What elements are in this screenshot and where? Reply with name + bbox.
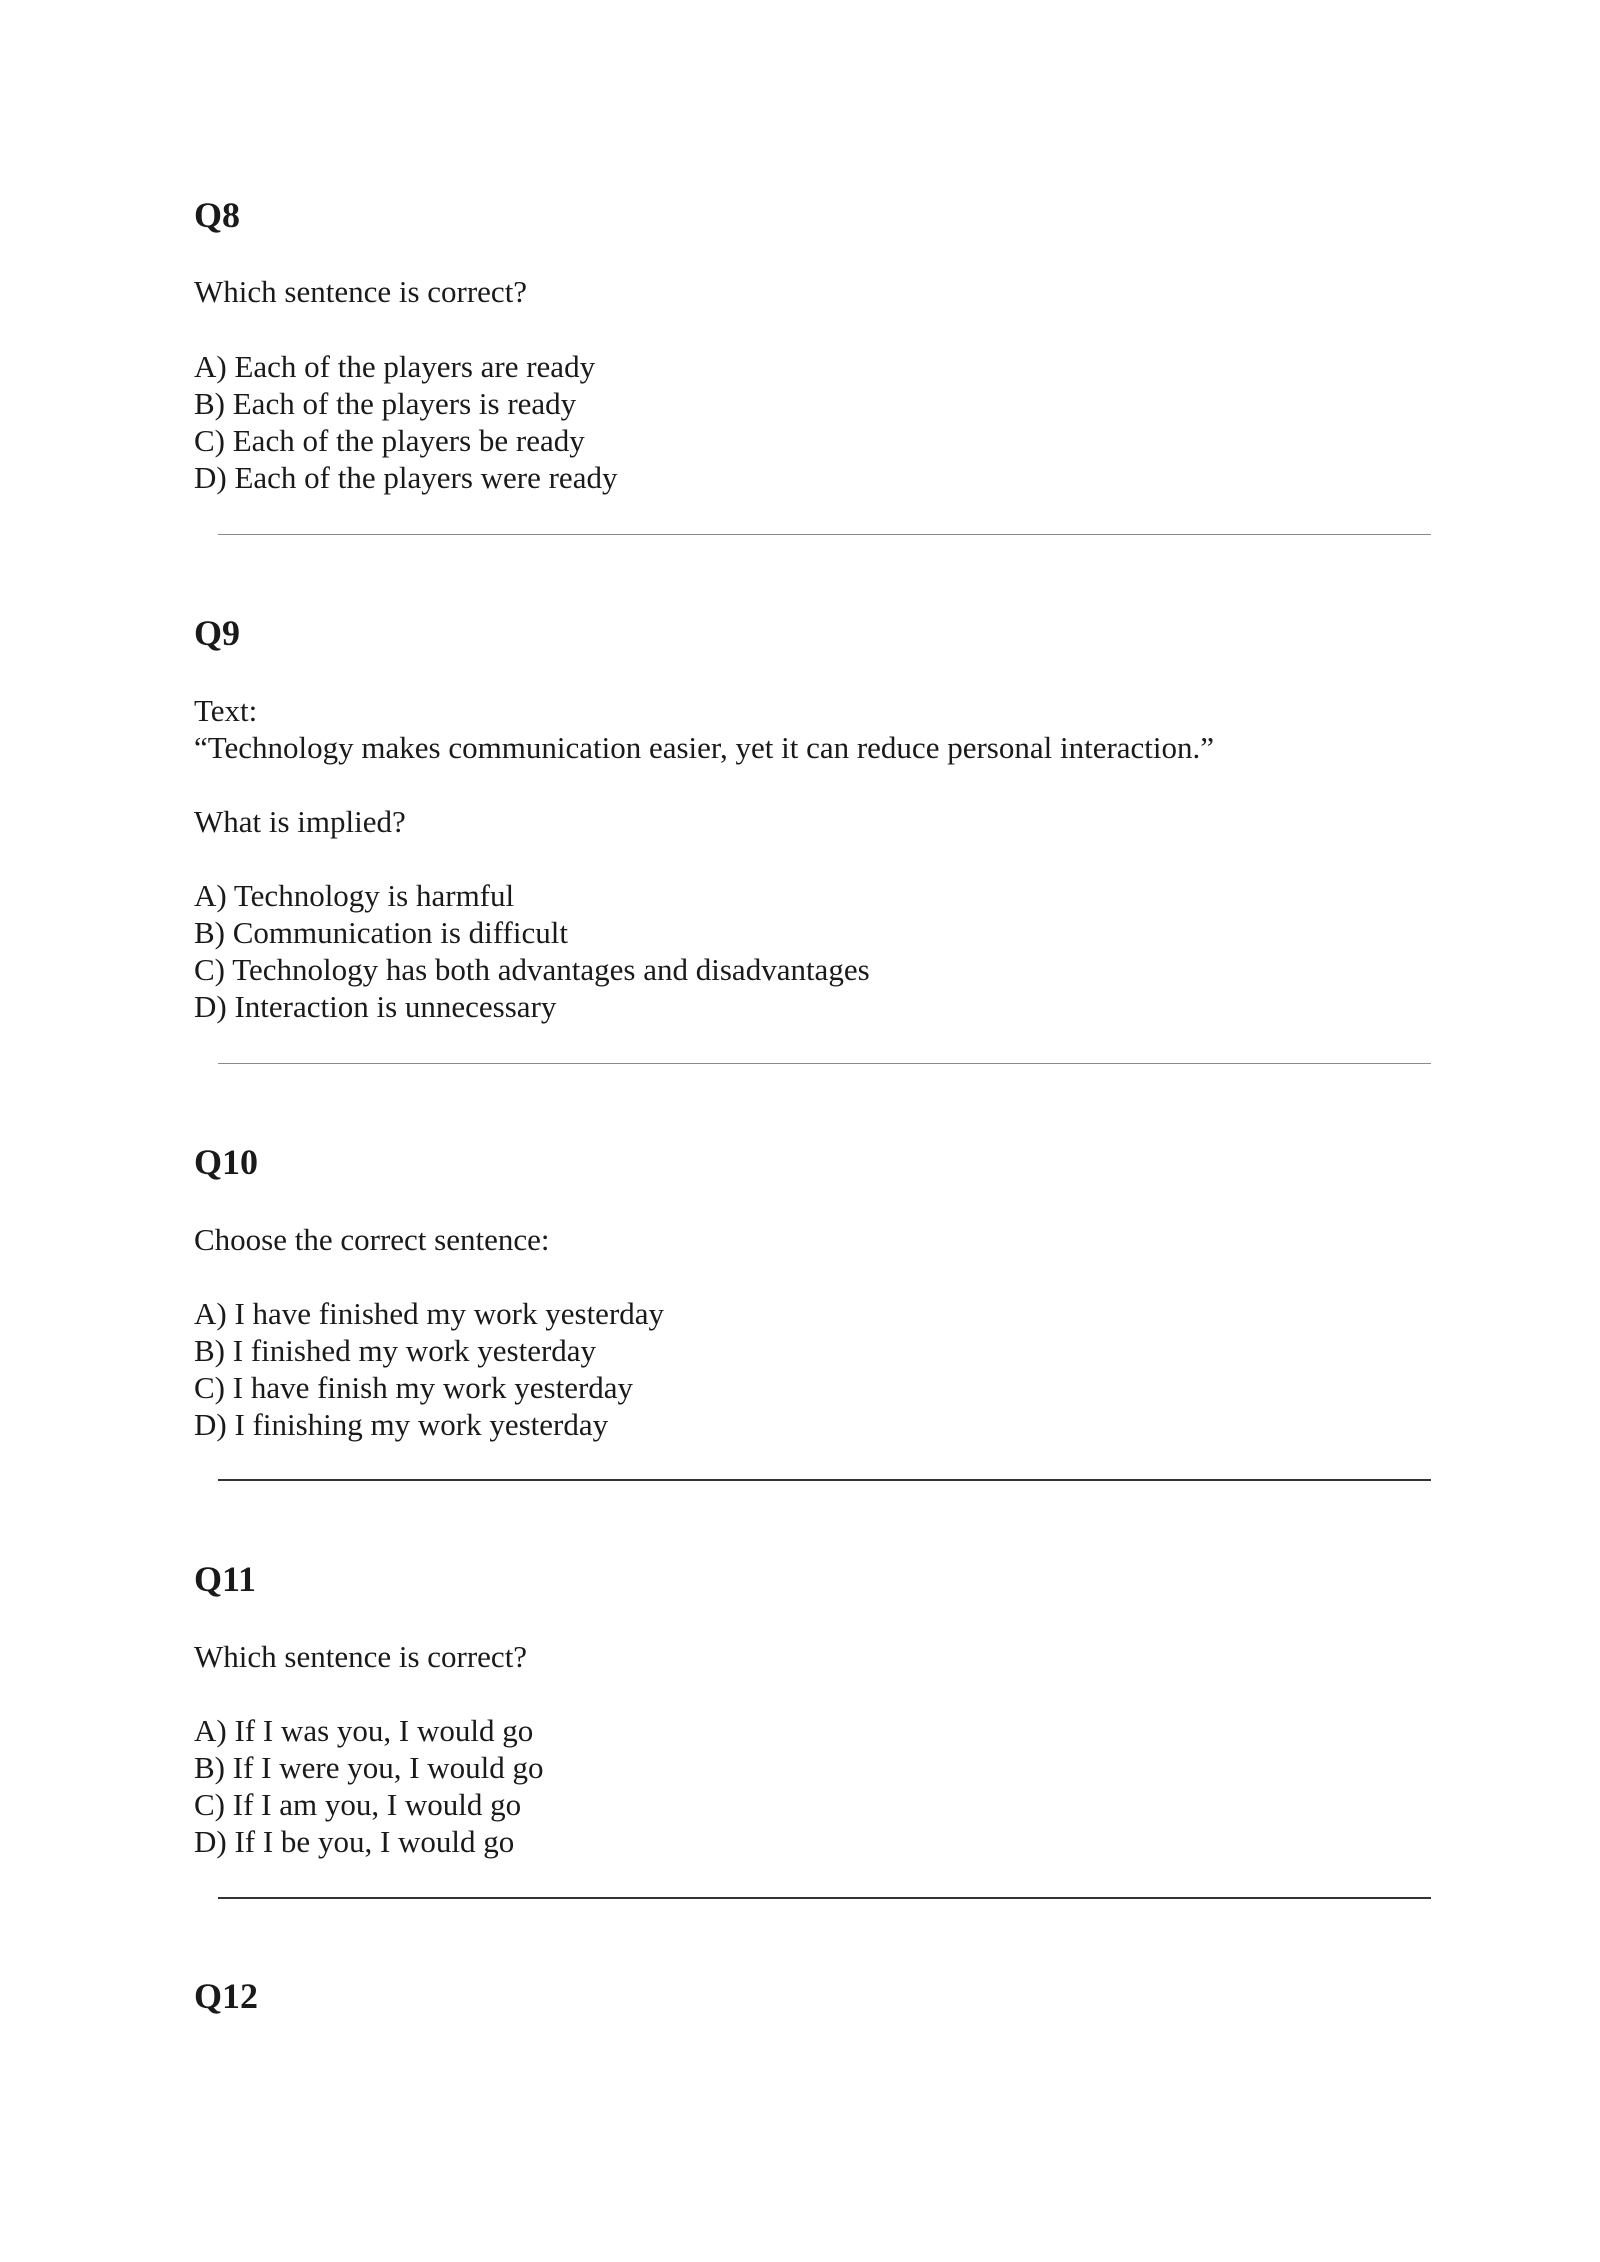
option-c: C) I have finish my work yesterday [194, 1370, 634, 1405]
prompt-text: What is implied? [194, 804, 406, 839]
option-d: D) Interaction is unnecessary [194, 989, 557, 1024]
question-q11 [194, 1557, 1434, 1601]
option-list [194, 1712, 1434, 1860]
question-number: Q9 [194, 613, 241, 653]
option-c: C) Technology has both advantages and disadvantages [194, 952, 870, 987]
quote-text: “Technology makes communication easier, yet it can reduce personal interaction.” [194, 730, 1215, 765]
section-divider [218, 1897, 1431, 1899]
option-b: B) I finished my work yesterday [194, 1333, 597, 1368]
prompt-text: Which sentence is correct? [194, 274, 528, 309]
question-q9 [194, 611, 1434, 655]
option-c: C) If I am you, I would go [194, 1787, 522, 1822]
option-list [194, 877, 1434, 1025]
question-number: Q8 [194, 195, 241, 235]
question-number: Q12 [194, 1976, 259, 2016]
option-a: A) Each of the players are ready [194, 349, 596, 384]
option-d: D) If I be you, I would go [194, 1824, 515, 1859]
option-list [194, 1295, 1434, 1443]
option-d: D) I finishing my work yesterday [194, 1407, 609, 1442]
text-label: Text: [194, 693, 258, 728]
option-a: A) I have finished my work yesterday [194, 1296, 665, 1331]
section-divider [218, 534, 1431, 535]
prompt-text: Choose the correct sentence: [194, 1222, 550, 1257]
question-number: Q11 [194, 1559, 257, 1599]
section-divider [218, 1479, 1431, 1481]
option-b: B) Communication is difficult [194, 915, 568, 950]
option-d: D) Each of the players were ready [194, 460, 618, 495]
option-b: B) If I were you, I would go [194, 1750, 544, 1785]
option-list [194, 348, 1434, 496]
question-q12 [194, 1974, 1434, 2018]
option-c: C) Each of the players be ready [194, 423, 585, 458]
option-b: B) Each of the players is ready [194, 386, 577, 421]
question-prompt [194, 1638, 1434, 1675]
prompt-text: Which sentence is correct? [194, 1639, 528, 1674]
question-prompt [194, 273, 1434, 310]
question-number: Q10 [194, 1142, 259, 1182]
option-a: A) Technology is harmful [194, 878, 515, 913]
section-divider [218, 1063, 1431, 1064]
question-q8 [194, 193, 1434, 237]
question-text [194, 692, 1434, 766]
question-prompt [194, 1221, 1434, 1258]
option-a: A) If I was you, I would go [194, 1713, 534, 1748]
question-prompt [194, 803, 1434, 840]
question-q10 [194, 1140, 1434, 1184]
